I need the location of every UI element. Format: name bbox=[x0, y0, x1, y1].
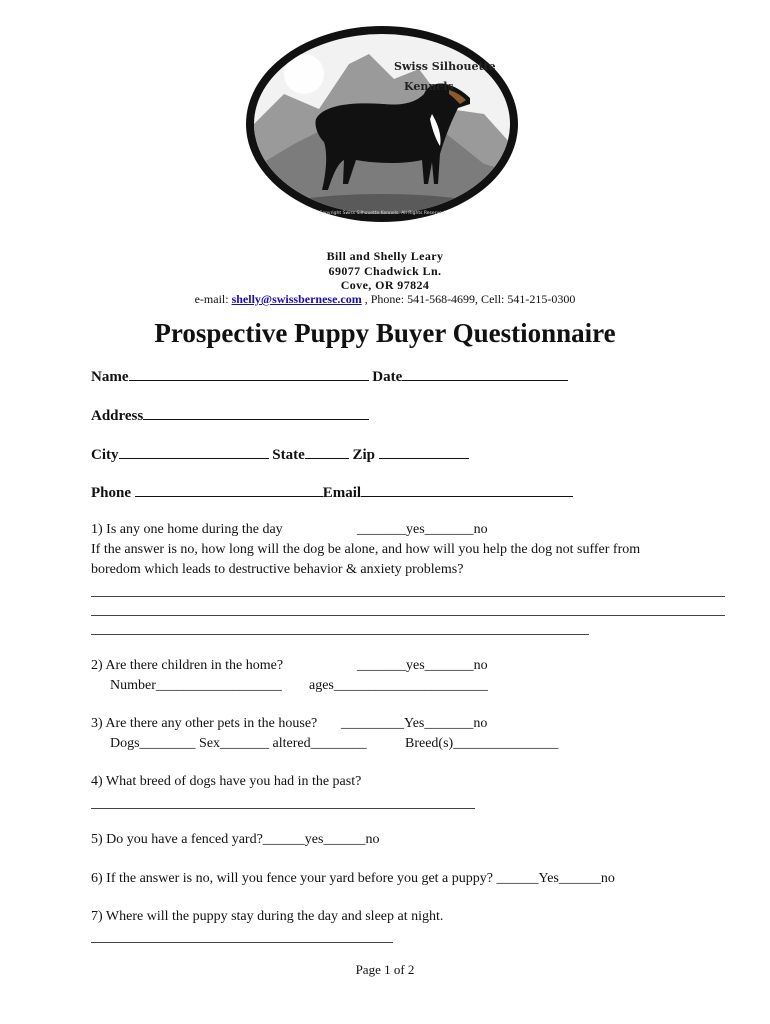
q1-answer-line-2[interactable] bbox=[91, 615, 725, 616]
email-field[interactable] bbox=[361, 482, 573, 497]
q2-ages[interactable]: ages______________________ bbox=[309, 678, 488, 693]
date-field[interactable] bbox=[402, 366, 568, 381]
q3-dogs[interactable]: Dogs________ Sex_______ altered________ bbox=[110, 736, 367, 751]
q3-breed[interactable]: Breed(s)_______________ bbox=[405, 736, 559, 751]
email-label: e-mail: bbox=[194, 292, 229, 306]
zip-field[interactable] bbox=[379, 444, 469, 459]
email-field-label: Email bbox=[322, 485, 362, 501]
q2-text: 2) Are there children in the home? bbox=[91, 658, 284, 673]
page-number: Page 1 of 2 bbox=[355, 962, 415, 977]
state-field[interactable] bbox=[305, 444, 349, 459]
q2-options[interactable]: _______yes_______no bbox=[357, 658, 488, 673]
q5-text[interactable]: 5) Do you have a fenced yard?______yes______no bbox=[91, 832, 380, 847]
q1-answer-line-3[interactable] bbox=[91, 634, 589, 635]
state-label: State bbox=[272, 447, 305, 463]
q1-follow1: If the answer is no, how long will the dog be alone, and how will you help the dog not suffer from bbox=[91, 542, 641, 557]
owner-names: Bill and Shelly Leary bbox=[326, 249, 444, 263]
q4-text: 4) What breed of dogs have you had in the past? bbox=[91, 774, 362, 789]
logo-title-line2: Kennels bbox=[404, 80, 454, 93]
q1-options[interactable]: _______yes_______no bbox=[357, 522, 488, 537]
phone-text: , Phone: 541-568-4699, Cell: 541-215-0300 bbox=[361, 292, 576, 306]
q4-answer-line[interactable] bbox=[91, 808, 475, 809]
city-row bbox=[91, 444, 469, 464]
kennel-logo bbox=[244, 24, 520, 224]
date-label: Date bbox=[372, 369, 403, 385]
q7-answer-line[interactable] bbox=[91, 942, 393, 943]
q6-text[interactable]: 6) If the answer is no, will you fence your yard before you get a puppy? ______Yes______no bbox=[91, 871, 615, 886]
city-state-zip: Cove, OR 97824 bbox=[340, 278, 430, 292]
city-field[interactable] bbox=[119, 444, 269, 459]
page-title: Prospective Puppy Buyer Questionnaire bbox=[154, 318, 616, 348]
street-address: 69077 Chadwick Ln. bbox=[328, 264, 442, 278]
name-field[interactable] bbox=[129, 366, 369, 381]
logo-copyright: Copyright Swiss Silhouette Kennels. All Rights Reserved bbox=[319, 211, 445, 216]
q7-text: 7) Where will the puppy stay during the day and sleep at night. bbox=[91, 909, 444, 924]
address-label: Address bbox=[91, 408, 144, 424]
logo-title-line1: Swiss Silhouette bbox=[394, 60, 496, 73]
contact-line bbox=[0, 292, 770, 307]
q3-options[interactable]: _________Yes_______no bbox=[341, 716, 488, 731]
q1-follow2: boredom which leads to destructive behavior & anxiety problems? bbox=[91, 562, 464, 577]
q2-number[interactable]: Number__________________ bbox=[110, 678, 282, 693]
name-label: Name bbox=[91, 369, 129, 385]
address-row bbox=[91, 405, 369, 425]
q1-answer-line-1[interactable] bbox=[91, 596, 725, 597]
phone-row bbox=[91, 482, 573, 502]
phone-label: Phone bbox=[91, 485, 132, 501]
name-row bbox=[91, 366, 568, 386]
zip-label: Zip bbox=[352, 447, 376, 463]
address-field[interactable] bbox=[143, 405, 369, 420]
email-link[interactable]: shelly@swissbernese.com bbox=[231, 292, 362, 306]
city-label: City bbox=[91, 447, 119, 463]
q3-text: 3) Are there any other pets in the house? bbox=[91, 716, 318, 731]
q1-text: 1) Is any one home during the day bbox=[91, 522, 283, 537]
phone-field[interactable] bbox=[135, 482, 323, 497]
